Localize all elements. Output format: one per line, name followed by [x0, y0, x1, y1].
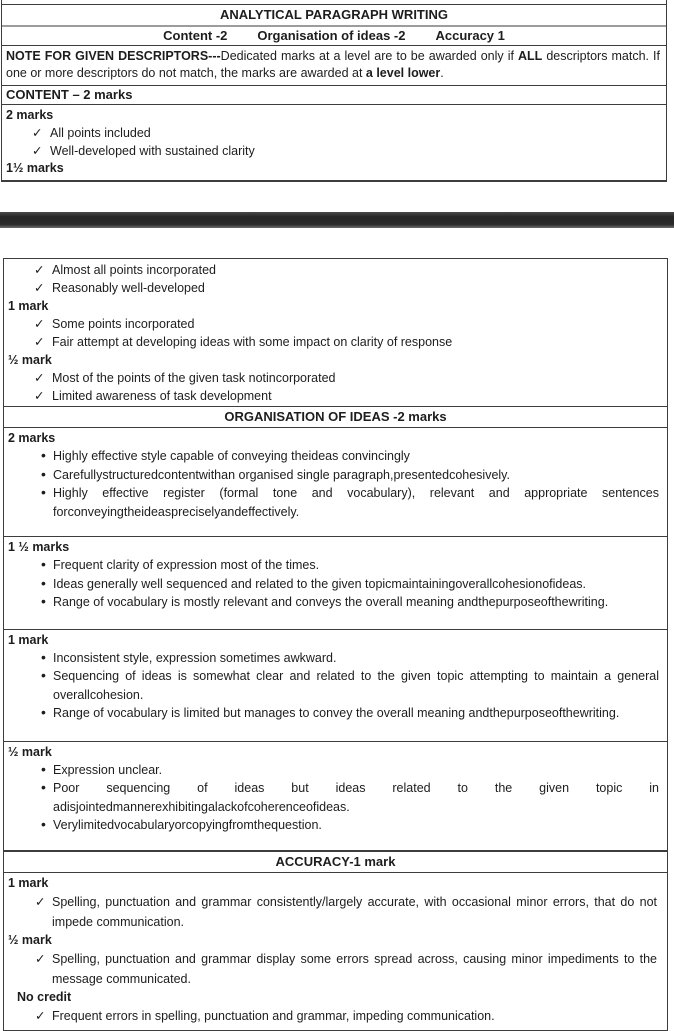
descriptor-text: Reasonably well-developed — [52, 281, 205, 295]
descriptor-item — [8, 333, 661, 351]
mark-level-label: 2 marks — [6, 108, 54, 122]
organisation-half-mark-cell — [4, 742, 667, 851]
check-icon: ✓ — [35, 951, 46, 966]
note-seg2: descriptors match. If one or more descriptors do not match, the marks are awarded at — [6, 49, 660, 80]
note-seg1: Dedicated marks at a level are to be awarded only if — [220, 49, 518, 63]
content-2marks-cell — [2, 105, 666, 180]
descriptor-text: Spelling, punctuation and grammar display some errors spread across, causing minor impediments to the message communicated. — [52, 951, 657, 986]
descriptor-item — [6, 124, 660, 142]
descriptor-text: Most of the points of the given task notincorporated — [52, 371, 336, 385]
check-icon: ✓ — [34, 317, 45, 331]
bullet-icon: • — [41, 593, 46, 609]
descriptor-item — [8, 1006, 657, 1026]
descriptor-item — [6, 142, 660, 160]
descriptor-text: Fair attempt at developing ideas with some impact on clarity of response — [52, 335, 453, 349]
note-bold-all: ALL — [517, 49, 543, 63]
bullet-icon: • — [41, 465, 46, 482]
note-lead-bold: NOTE FOR GIVEN DESCRIPTORS--- — [6, 49, 221, 63]
organisation-2marks-cell — [4, 428, 667, 537]
organisation-1mark-cell — [4, 630, 667, 742]
check-icon: ✓ — [35, 1008, 46, 1023]
descriptor-item — [8, 575, 659, 594]
mark-level-label: 1 mark — [8, 299, 49, 313]
page-break-bar — [0, 212, 674, 228]
bullet-icon: • — [41, 484, 46, 500]
bullet-icon: • — [41, 704, 46, 720]
check-icon: ✓ — [34, 263, 45, 277]
descriptor-text: Some points incorporated — [52, 317, 195, 331]
mark-level-label: ½ mark — [8, 353, 52, 367]
descriptor-item — [8, 816, 659, 835]
bullet-icon: • — [41, 574, 46, 591]
score-summary-organisation: Organisation of ideas -2 — [257, 28, 406, 43]
descriptor-item — [8, 279, 661, 297]
accuracy-cell — [4, 873, 667, 1030]
descriptor-item — [8, 593, 659, 612]
descriptor-text: Range of vocabulary is mostly relevant and conveys the overall meaning andthepurposeofthewriting. — [53, 595, 609, 609]
descriptor-text: Expression unclear. — [53, 762, 163, 777]
check-icon: ✓ — [32, 144, 43, 158]
mark-level-label: 1 mark — [8, 875, 49, 890]
check-icon: ✓ — [34, 389, 45, 403]
descriptor-text: Almost all points incorporated — [52, 263, 216, 277]
bullet-icon: • — [41, 556, 46, 572]
descriptor-text: Highly effective style capable of conveying theideas convincingly — [53, 449, 410, 463]
mark-level-label: ½ mark — [8, 932, 52, 947]
descriptor-text: All points included — [50, 126, 151, 140]
descriptor-text: Limited awareness of task development — [52, 389, 272, 403]
note-seg3: . — [440, 66, 444, 80]
descriptor-item — [8, 704, 659, 723]
mark-level-label: 1½ marks — [6, 161, 64, 175]
rubric-table-page2 — [3, 258, 668, 1031]
check-icon: ✓ — [34, 371, 45, 385]
mark-level-label: 2 marks — [8, 431, 56, 445]
descriptor-text: Frequent errors in spelling, punctuation and grammar, impeding communication. — [52, 1008, 495, 1023]
check-icon: ✓ — [35, 894, 46, 909]
check-icon: ✓ — [34, 335, 45, 349]
note-bold-level-lower: a level lower — [365, 66, 441, 80]
mark-level-label: 1 mark — [8, 632, 49, 647]
content-continued-cell — [4, 259, 667, 406]
descriptor-text: Spelling, punctuation and grammar consistently/largely accurate, with occasional minor errors, that do not impede communication. — [52, 894, 657, 929]
descriptor-text: Poor sequencing of ideas but ideas related to the given topic in adisjointedmannerexhibitingalackofcoherenceofideas. — [53, 781, 659, 814]
mark-level-label: No credit — [17, 989, 72, 1004]
bullet-icon: • — [41, 648, 46, 665]
descriptor-item — [8, 761, 659, 780]
bullet-icon: • — [41, 816, 46, 832]
descriptor-item — [8, 949, 657, 989]
bullet-icon: • — [41, 760, 46, 777]
descriptor-text: Verylimitedvocabularyorcopyingfromthequestion. — [53, 818, 322, 832]
mark-level-label: 1 ½ marks — [8, 540, 70, 554]
rubric-title: ANALYTICAL PARAGRAPH WRITING — [2, 5, 666, 27]
descriptor-item — [8, 261, 661, 279]
content-section-heading: CONTENT – 2 marks — [2, 86, 666, 105]
descriptor-item — [8, 484, 659, 521]
descriptor-item — [8, 466, 659, 485]
check-icon: ✓ — [34, 281, 45, 295]
rubric-table-page1 — [1, 0, 667, 182]
organisation-heading: ORGANISATION OF IDEAS -2 marks — [4, 406, 667, 428]
mark-level-label: ½ mark — [8, 744, 52, 759]
descriptor-text: Range of vocabulary is limited but manages to convey the overall meaning andthepurposeofthewriting. — [53, 706, 620, 720]
check-icon: ✓ — [32, 126, 43, 140]
score-summary-content: Content -2 — [163, 28, 228, 43]
score-summary-row — [2, 27, 666, 46]
descriptor-item — [8, 315, 661, 333]
descriptor-item — [8, 779, 659, 816]
bullet-icon: • — [41, 667, 46, 683]
descriptor-item — [8, 649, 659, 668]
descriptor-item — [8, 369, 661, 387]
descriptor-text: Ideas generally well sequenced and related to the given topicmaintainingoverallcohesionofideas. — [53, 576, 586, 591]
accuracy-heading: ACCURACY-1 mark — [4, 851, 667, 873]
descriptor-item — [8, 667, 659, 704]
descriptor-item — [8, 892, 657, 932]
bullet-icon: • — [41, 779, 46, 795]
descriptor-text: Frequent clarity of expression most of the times. — [53, 558, 320, 572]
bullet-icon: • — [41, 447, 46, 463]
descriptor-item — [8, 447, 659, 466]
descriptor-note — [2, 46, 666, 86]
descriptor-text: Well-developed with sustained clarity — [50, 144, 255, 158]
descriptor-item — [8, 556, 659, 575]
descriptor-text: Inconsistent style, expression sometimes awkward. — [53, 650, 337, 665]
descriptor-text: Sequencing of ideas is somewhat clear and related to the given topic attempting to maintain a general overallcohesion. — [53, 669, 659, 702]
score-summary-accuracy: Accuracy 1 — [435, 28, 505, 43]
descriptor-text: Carefullystructuredcontentwithan organised single paragraph,presentedcohesively. — [53, 467, 510, 482]
organisation-1half-marks-cell — [4, 537, 667, 630]
descriptor-text: Highly effective register (formal tone and vocabulary), relevant and appropriate sentences forconveyingtheideaspreciselyandeffectively. — [53, 486, 659, 519]
descriptor-item — [8, 387, 661, 405]
